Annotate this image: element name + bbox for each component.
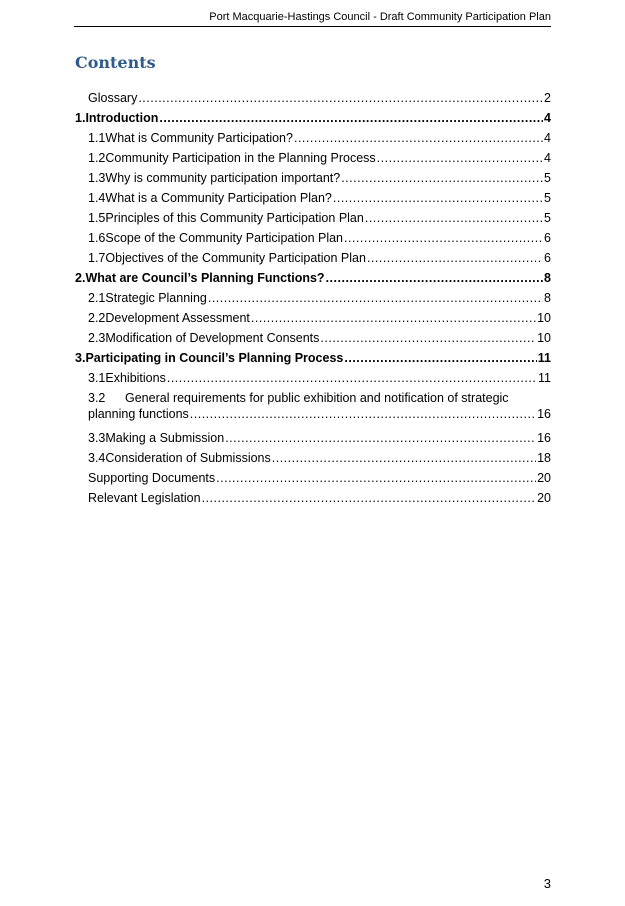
toc-page-number: 11: [537, 351, 551, 365]
toc-page-number: 5: [544, 171, 551, 185]
toc-page-number: 20: [537, 471, 551, 485]
toc-leader: [344, 350, 536, 366]
toc-entry-text-continued: planning functions: [88, 407, 189, 421]
toc-entry-number: 3.: [75, 351, 86, 365]
toc-entry-text: Relevant Legislation: [88, 491, 201, 505]
toc-leader: [367, 250, 543, 266]
toc-leader: [225, 430, 536, 446]
toc-leader: [138, 90, 543, 106]
toc-page-number: 6: [544, 231, 551, 245]
toc-page-number: 16: [537, 431, 551, 445]
toc-entry-number: 3.3: [88, 431, 106, 445]
toc-page-number: 20: [537, 491, 551, 505]
toc-page-number: 10: [537, 311, 551, 325]
toc-entry-first-line: [88, 390, 551, 406]
toc-page-number: 6: [544, 251, 551, 265]
toc-leader: [344, 230, 543, 246]
toc-entry-text: Scope of the Community Participation Plan: [105, 231, 344, 245]
toc-leader: [320, 330, 536, 346]
toc-entry-text: Supporting Documents: [88, 471, 216, 485]
toc-entry-number: 1.2: [88, 151, 106, 165]
toc-leader: [326, 270, 543, 286]
toc-entry-number: 1.3: [88, 171, 106, 185]
toc-leader: [333, 190, 543, 206]
toc-leader: [294, 130, 543, 146]
page-number: 3: [543, 876, 551, 891]
toc-entry-number: 2.2: [88, 311, 106, 325]
toc-entry-number: 2.1: [88, 291, 106, 305]
toc-leader: [365, 210, 543, 226]
toc-page-number: 11: [538, 371, 551, 385]
running-header: [74, 10, 551, 27]
toc-page-number: 8: [544, 291, 551, 305]
toc-entry-text: Objectives of the Community Participation Plan: [105, 251, 366, 265]
toc-entry-text: Community Participation in the Planning Process: [105, 151, 376, 165]
toc-entry-text: What is a Community Participation Plan?: [105, 191, 332, 205]
toc-leader: [167, 370, 537, 386]
toc-page-number: 18: [537, 451, 551, 465]
toc-page-number: 4: [544, 111, 551, 125]
toc-entry-text: General requirements for public exhibition and notification of strategic: [125, 391, 509, 405]
toc-page-number: 16: [537, 407, 551, 421]
toc-entry-text: Glossary: [88, 91, 138, 105]
toc-entry-number: 2.3: [88, 331, 106, 345]
toc-entry-text: Exhibitions: [105, 371, 166, 385]
toc-entry-number: 2.: [75, 271, 86, 285]
toc-entry-number: 1.6: [88, 231, 106, 245]
toc-page-number: 5: [544, 211, 551, 225]
toc-leader: [216, 470, 536, 486]
toc-page-number: 2: [544, 91, 551, 105]
toc-entry-number: 1.4: [88, 191, 106, 205]
toc-entry-number: 3.2: [88, 391, 106, 405]
toc-page-number: 4: [544, 131, 551, 145]
toc-entry-number: 3.1: [88, 371, 106, 385]
toc-entry-text: Making a Submission: [105, 431, 225, 445]
toc-entry-text: Strategic Planning: [105, 291, 207, 305]
toc-leader: [202, 490, 537, 506]
toc-page-number: 5: [544, 191, 551, 205]
toc-leader: [251, 310, 536, 326]
toc-leader: [190, 406, 536, 422]
toc-entry-number: 1.: [75, 111, 86, 125]
toc-page-number: 4: [544, 151, 551, 165]
toc-entry-number: 1.7: [88, 251, 106, 265]
toc-entry-text: Modification of Development Consents: [105, 331, 320, 345]
toc-leader: [272, 450, 536, 466]
toc-entry-number: 1.5: [88, 211, 106, 225]
toc-page-number: 8: [544, 271, 551, 285]
toc-entry-text: What is Community Participation?: [105, 131, 293, 145]
toc-page-number: 10: [537, 331, 551, 345]
header-title: Port Macquarie-Hastings Council - Draft Community Participation Plan: [209, 11, 551, 23]
toc-entry-text: Participating in Council’s Planning Process: [85, 351, 344, 365]
toc-entry-number: 1.1: [88, 131, 106, 145]
toc-entry-text: What are Council’s Planning Functions?: [85, 271, 325, 285]
toc-leader: [377, 150, 543, 166]
toc-entry-text: Why is community participation important?: [105, 171, 341, 185]
toc-leader: [341, 170, 543, 186]
toc-entry-text: Principles of this Community Participation Plan: [105, 211, 364, 225]
toc-leader: [208, 290, 543, 306]
toc-entry-text: Development Assessment: [105, 311, 250, 325]
contents-heading: Contents: [75, 53, 156, 72]
toc-entry-number: 3.4: [88, 451, 106, 465]
toc-entry-text: Consideration of Submissions: [105, 451, 271, 465]
toc-leader: [159, 110, 543, 126]
toc-entry-text: Introduction: [85, 111, 159, 125]
